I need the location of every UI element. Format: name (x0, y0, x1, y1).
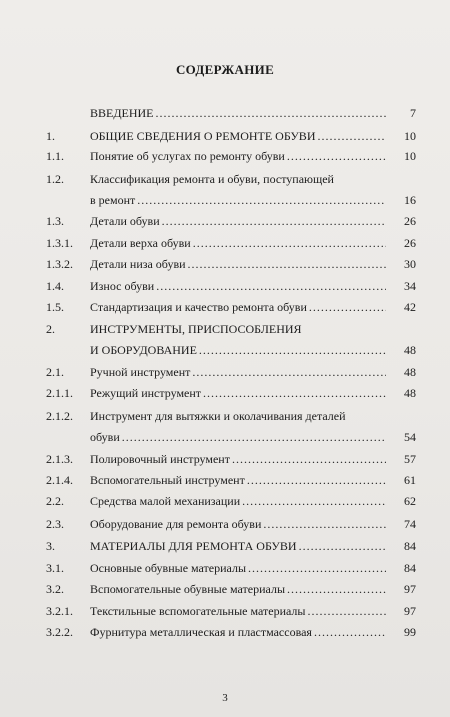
toc-row (0, 343, 450, 359)
toc-row (0, 106, 450, 122)
page-title: СОДЕРЖАНИЕ (175, 62, 275, 77)
toc-row (0, 386, 450, 402)
toc-entry (90, 365, 386, 380)
toc-entry-title: ВВЕДЕНИЕ . . . (90, 106, 386, 120)
toc-entry-title: Основные обувные материалы . . . (90, 561, 386, 575)
toc-row (0, 409, 450, 425)
toc-row (0, 322, 450, 338)
toc-page-number: 34 (404, 279, 416, 293)
toc-entry-title: ИНСТРУМЕНТЫ, ПРИСПОСОБЛЕНИЯ (90, 322, 302, 336)
toc-row (0, 452, 450, 468)
toc-entry (90, 409, 386, 424)
toc-section-number: 3.2.2. (46, 625, 73, 639)
toc-section-number: 2.1.2. (46, 409, 73, 423)
toc-entry (90, 452, 386, 467)
toc-entry-title: Детали обуви . . . (90, 214, 386, 228)
toc-row (0, 193, 450, 209)
toc-page-number: 48 (404, 343, 416, 357)
toc-row (0, 517, 450, 533)
toc-page-number: 10 (404, 149, 416, 163)
toc-row (0, 604, 450, 620)
toc-page-number: 48 (404, 365, 416, 379)
toc-entry-title: Оборудование для ремонта обуви . . . (90, 517, 386, 531)
toc-entry (90, 149, 386, 164)
toc-page-number: 30 (404, 257, 416, 271)
toc-entry-title: Детали низа обуви . . . (90, 257, 386, 271)
toc-entry-title: Вспомогательные обувные материалы . . . (90, 582, 386, 596)
toc-entry-title: ОБЩИЕ СВЕДЕНИЯ О РЕМОНТЕ ОБУВИ . . . (90, 129, 386, 143)
toc-row (0, 473, 450, 489)
toc-page-number: 42 (404, 300, 416, 314)
toc-section-number: 2.3. (46, 517, 64, 531)
toc-page-number: 84 (404, 561, 416, 575)
toc-entry (90, 193, 386, 208)
toc-entry-title: Инструмент для вытяжки и околачивания деталей (90, 409, 346, 423)
toc-entry (90, 343, 386, 358)
toc-page-number: 26 (404, 236, 416, 250)
toc-entry (90, 582, 386, 597)
toc-page-number: 97 (404, 604, 416, 618)
toc-row (0, 539, 450, 555)
toc-entry-title: Детали верха обуви . . . (90, 236, 386, 250)
toc-section-number: 1.5. (46, 300, 64, 314)
toc-entry (90, 300, 386, 315)
toc-entry-title: Текстильные вспомогательные материалы . . . (90, 604, 386, 618)
toc-entry-title: Классификация ремонта и обуви, поступающей (90, 172, 334, 186)
toc-entry-title: Понятие об услугах по ремонту обуви . . . (90, 149, 386, 163)
toc-section-number: 2.1. (46, 365, 64, 379)
toc-section-number: 1.4. (46, 279, 64, 293)
toc-entry (90, 279, 386, 294)
toc-row (0, 279, 450, 295)
toc-entry-title: Стандартизация и качество ремонта обуви . . . (90, 300, 386, 314)
toc-entry-title: обуви . . . (90, 430, 386, 444)
toc-section-number: 2.1.4. (46, 473, 73, 487)
toc-section-number: 3.2.1. (46, 604, 73, 618)
toc-entry-title: Режущий инструмент . . . (90, 386, 386, 400)
toc-entry (90, 517, 386, 532)
toc-entry-title: Износ обуви . . . (90, 279, 386, 293)
toc-page-number: 62 (404, 494, 416, 508)
toc-entry (90, 214, 386, 229)
toc-entry (90, 322, 386, 337)
toc-section-number: 3.2. (46, 582, 64, 596)
toc-page-number: 10 (404, 129, 416, 143)
toc-row (0, 430, 450, 446)
toc-entry-title: Вспомогательный инструмент . . . (90, 473, 386, 487)
toc-row (0, 214, 450, 230)
toc-entry-title: Средства малой механизации . . . (90, 494, 386, 508)
toc-entry-title: Ручной инструмент . . . (90, 365, 386, 379)
toc-page-number: 99 (404, 625, 416, 639)
toc-entry (90, 561, 386, 576)
toc-section-number: 1. (46, 129, 55, 143)
toc-row (0, 129, 450, 145)
toc-entry (90, 236, 386, 251)
toc-page-number: 97 (404, 582, 416, 596)
toc-entry (90, 625, 386, 640)
toc-entry-title: в ремонт . . . (90, 193, 386, 207)
toc-section-number: 1.1. (46, 149, 64, 163)
toc-entry (90, 106, 386, 121)
toc-row (0, 494, 450, 510)
toc-entry-title: И ОБОРУДОВАНИЕ . . . (90, 343, 386, 357)
toc-row (0, 257, 450, 273)
toc-page-number: 48 (404, 386, 416, 400)
toc-page-number: 16 (404, 193, 416, 207)
toc-section-number: 2.1.1. (46, 386, 73, 400)
page-number: 3 (222, 692, 228, 704)
toc-entry-title: МАТЕРИАЛЫ ДЛЯ РЕМОНТА ОБУВИ . . . (90, 539, 386, 553)
toc-section-number: 1.2. (46, 172, 64, 186)
toc-page-number: 74 (404, 517, 416, 531)
toc-page-number: 61 (404, 473, 416, 487)
toc-entry (90, 430, 386, 445)
toc-row (0, 236, 450, 252)
toc-page-number: 57 (404, 452, 416, 466)
toc-entry (90, 604, 386, 619)
toc-entry (90, 386, 386, 401)
toc-row (0, 625, 450, 641)
toc-section-number: 2. (46, 322, 55, 336)
toc-entry-title: Фурнитура металлическая и пластмассовая . . . (90, 625, 386, 639)
toc-page-number: 26 (404, 214, 416, 228)
toc-row (0, 365, 450, 381)
toc-section-number: 1.3.2. (46, 257, 73, 271)
toc-row (0, 300, 450, 316)
toc-row (0, 582, 450, 598)
toc-page-number: 7 (410, 106, 416, 120)
toc-entry (90, 494, 386, 509)
toc-entry (90, 257, 386, 272)
toc-section-number: 3.1. (46, 561, 64, 575)
toc-entry (90, 473, 386, 488)
toc-page-number: 54 (404, 430, 416, 444)
toc-entry (90, 172, 386, 187)
toc-section-number: 2.2. (46, 494, 64, 508)
toc-section-number: 1.3.1. (46, 236, 73, 250)
toc-entry (90, 539, 386, 554)
toc-section-number: 3. (46, 539, 55, 553)
toc-section-number: 1.3. (46, 214, 64, 228)
toc-page-number: 84 (404, 539, 416, 553)
toc-entry (90, 129, 386, 144)
toc-row (0, 149, 450, 165)
toc-row (0, 172, 450, 188)
toc-entry-title: Полировочный инструмент . . . (90, 452, 386, 466)
toc-row (0, 561, 450, 577)
toc-section-number: 2.1.3. (46, 452, 73, 466)
